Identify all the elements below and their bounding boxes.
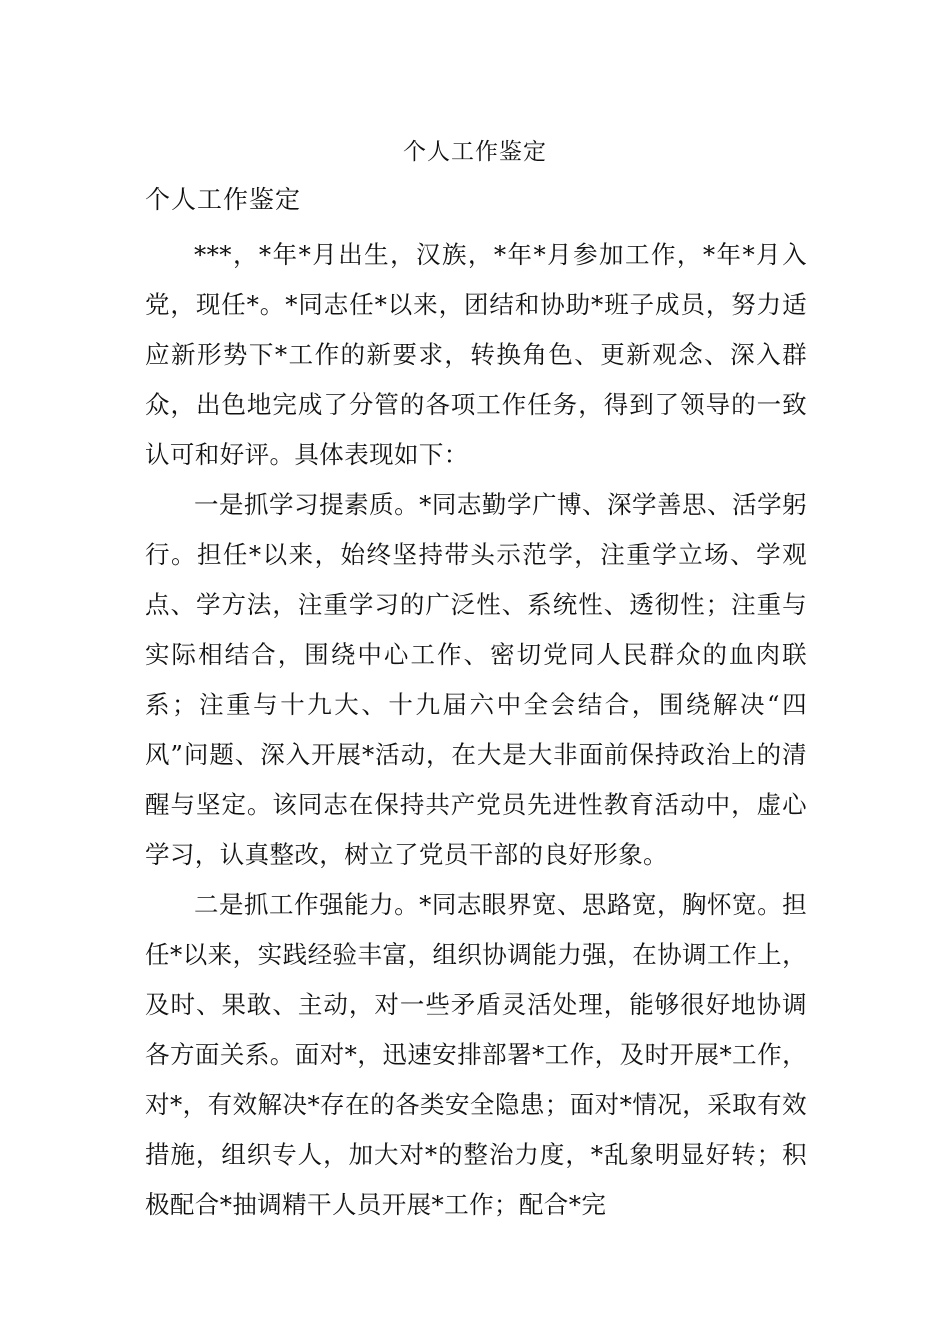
document-body xyxy=(145,230,807,1230)
paragraph-work: 二是抓工作强能力。*同志眼界宽、思路宽，胸怀宽。担任*以来，实践经验丰富，组织协调能力强，在协调工作上，及时、果敢、主动，对一些矛盾灵活处理，能够很好地协调各方面关系。面对*，迅速安排部署*工作，及时开展*工作，对*，有效解决*存在的各类安全隐患；面对*情况，采取有效措施，组织专人，加大对*的整治力度，*乱象明显好转；积极配合*抽调精干人员开展*工作；配合*完 xyxy=(145,890,807,1219)
document-title: 个人工作鉴定 xyxy=(403,139,547,165)
document-subtitle: 个人工作鉴定 xyxy=(145,185,302,214)
paragraph-intro: ***，*年*月出生，汉族，*年*月参加工作，*年*月入党，现任*。*同志任*以来，团结和协助*班子成员，努力适应新形势下*工作的新要求，转换角色、更新观念、深入群众，出色地完成了分管的各项工作任务，得到了领导的一致认可和好评。具体表现如下： xyxy=(145,240,807,469)
paragraph-study: 一是抓学习提素质。*同志勤学广博、深学善思、活学躬行。担任*以来，始终坚持带头示范学，注重学立场、学观点、学方法，注重学习的广泛性、系统性、透彻性；注重与实际相结合，围绕中心工作、密切党同人民群众的血肉联系；注重与十九大、十九届六中全会结合，围绕解决“四风”问题、深入开展*活动，在大是大非面前保持政治上的清醒与坚定。该同志在保持共产党员先进性教育活动中，虚心学习，认真整改，树立了党员干部的良好形象。 xyxy=(145,490,807,869)
